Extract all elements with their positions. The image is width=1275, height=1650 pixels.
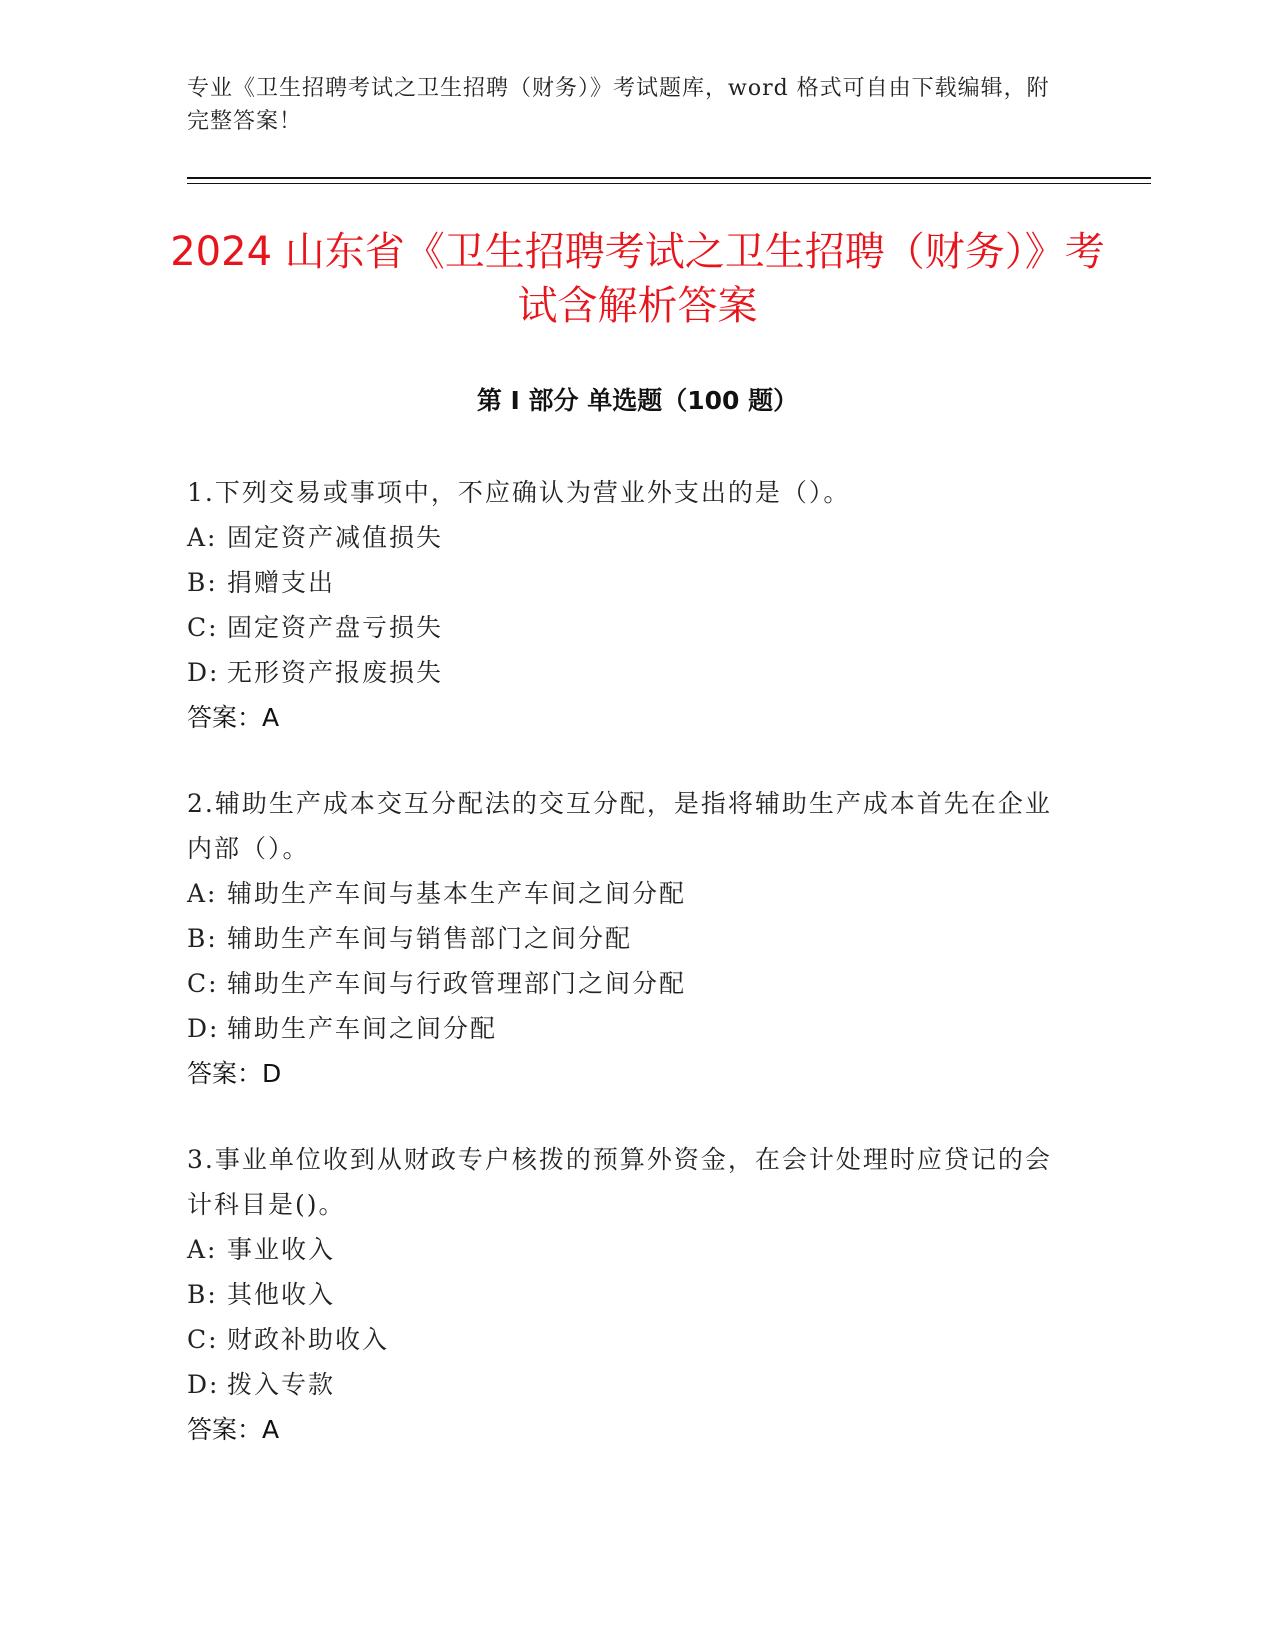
option-letter: B:: [187, 568, 218, 597]
option-letter: D:: [187, 1370, 220, 1399]
option-text: 固定资产盘亏损失: [227, 613, 444, 642]
option-text: 事业收入: [227, 1235, 336, 1264]
option-b: [187, 560, 1067, 605]
option-a: [187, 1227, 1067, 1272]
question-3: [187, 1137, 1067, 1452]
option-d: [187, 1006, 1067, 1051]
option-letter: C:: [187, 613, 219, 642]
question-stem: 1.下列交易或事项中，不应确认为营业外支出的是（）。: [187, 478, 851, 507]
option-text: 其他收入: [227, 1280, 336, 1309]
option-a: [187, 515, 1067, 560]
question-2: [187, 781, 1067, 1096]
header-note: 专业《卫生招聘考试之卫生招聘（财务）》考试题库，word 格式可自由下载编辑，附完整答案！: [187, 76, 1050, 134]
option-letter: C:: [187, 1325, 219, 1354]
question-list: [187, 470, 1067, 1493]
option-letter: B:: [187, 1280, 218, 1309]
question-stem: 3.事业单位收到从财政专户核拨的预算外资金，在会计处理时应贷记的会计科目是()。: [187, 1145, 1052, 1219]
section-title: 第 I 部分 单选题（100 题）: [476, 386, 799, 415]
option-text: 无形资产报废损失: [227, 658, 444, 687]
option-c: [187, 1317, 1067, 1362]
option-letter: C:: [187, 969, 219, 998]
option-text: 辅助生产车间之间分配: [227, 1014, 498, 1043]
option-letter: A:: [187, 1235, 218, 1264]
option-text: 财政补助收入: [227, 1325, 390, 1354]
option-text: 捐赠支出: [227, 568, 336, 597]
option-text: 辅助生产车间与行政管理部门之间分配: [227, 969, 687, 998]
option-d: [187, 1362, 1067, 1407]
answer-line: 答案：A: [187, 1415, 280, 1444]
option-letter: A:: [187, 879, 218, 908]
option-text: 辅助生产车间与基本生产车间之间分配: [227, 879, 687, 908]
option-b: [187, 1272, 1067, 1317]
answer-line: 答案：D: [187, 1059, 282, 1088]
header-divider-thick: [187, 177, 1151, 179]
option-a: [187, 871, 1067, 916]
question-1: [187, 470, 1067, 740]
option-b: [187, 916, 1067, 961]
option-letter: A:: [187, 523, 218, 552]
option-text: 固定资产减值损失: [227, 523, 444, 552]
option-letter: B:: [187, 924, 218, 953]
option-text: 拨入专款: [227, 1370, 336, 1399]
option-letter: D:: [187, 658, 220, 687]
option-c: [187, 605, 1067, 650]
option-c: [187, 961, 1067, 1006]
answer-line: 答案：A: [187, 703, 280, 732]
header-divider-thin: [187, 183, 1151, 184]
question-stem: 2.辅助生产成本交互分配法的交互分配，是指将辅助生产成本首先在企业内部（）。: [187, 789, 1052, 863]
option-letter: D:: [187, 1014, 220, 1043]
option-d: [187, 650, 1067, 695]
document-title: 2024 山东省《卫生招聘考试之卫生招聘（财务）》考试含解析答案: [170, 229, 1105, 329]
option-text: 辅助生产车间与销售部门之间分配: [227, 924, 633, 953]
